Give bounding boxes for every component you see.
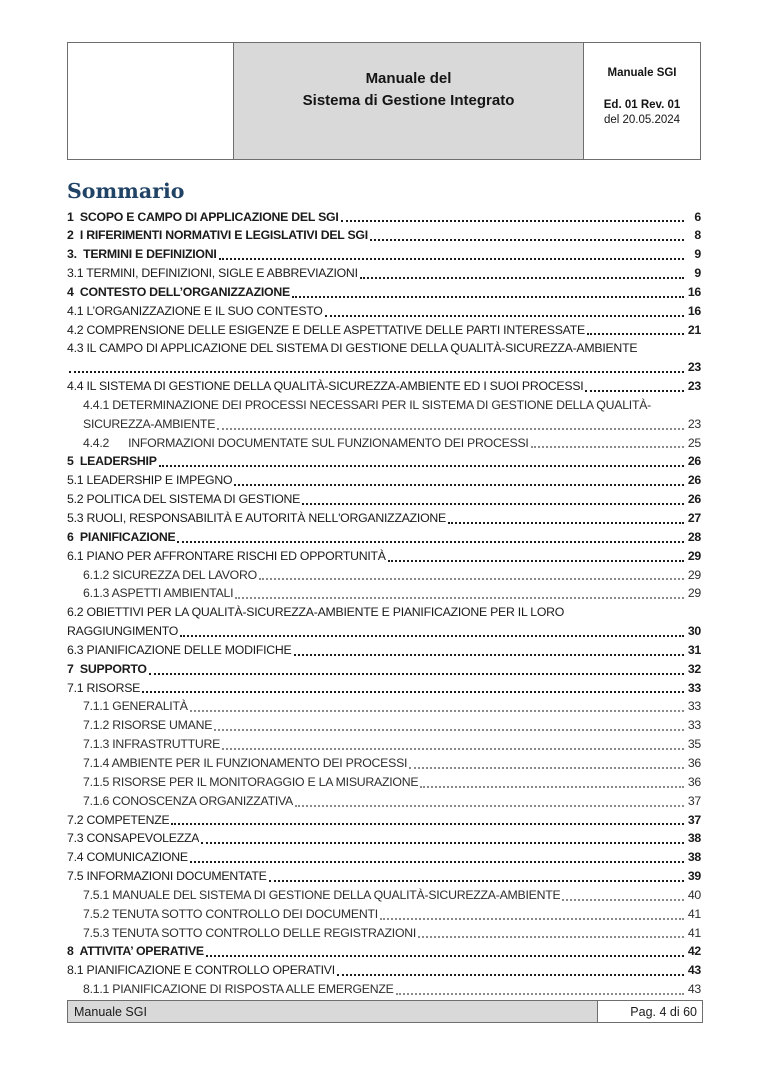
footer-page-number: Pag. 4 di 60 xyxy=(598,1001,702,1022)
toc-page-number: 36 xyxy=(687,774,701,789)
toc-entry-text: 4.4.1 DETERMINAZIONE DEI PROCESSI NECESSARI PER IL SISTEMA DI GESTIONE DELLA QUALITÀ- xyxy=(83,397,652,412)
toc-page-number: 30 xyxy=(687,624,701,639)
toc-leader-dots xyxy=(360,277,684,279)
toc-page-number: 37 xyxy=(687,793,701,808)
toc-page-number: 33 xyxy=(687,718,701,733)
toc-leader-dots xyxy=(325,315,684,317)
toc-page-number: 23 xyxy=(687,416,701,431)
toc-entry xyxy=(67,660,701,679)
toc-leader-dots xyxy=(259,578,684,580)
toc-entry xyxy=(67,321,701,340)
toc-leader-dots xyxy=(171,823,684,825)
toc-entry xyxy=(67,245,701,264)
toc-leader-dots xyxy=(177,541,684,543)
header-edition: Ed. 01 Rev. 01 xyxy=(603,99,681,111)
toc-entry-text: 7.5 INFORMAZIONI DOCUMENTATE xyxy=(67,869,267,884)
toc-entry xyxy=(67,358,701,377)
toc-entry-text: 4.3 IL CAMPO DI APPLICAZIONE DEL SISTEMA DI GESTIONE DELLA QUALITÀ-SICUREZZA-AMBIENTE xyxy=(67,341,638,356)
toc-leader-dots xyxy=(234,484,684,486)
toc-page-number: 38 xyxy=(687,850,701,865)
toc-leader-dots xyxy=(219,258,684,260)
toc-leader-dots xyxy=(295,805,684,807)
toc-entry xyxy=(67,792,701,811)
toc-leader-dots xyxy=(190,861,684,863)
toc-entry-text: 6.1 PIANO PER AFFRONTARE RISCHI ED OPPORTUNITÀ xyxy=(67,548,386,563)
toc-leader-dots xyxy=(217,428,684,430)
toc-entry xyxy=(67,603,701,622)
toc-entry-text: 3.1 TERMINI, DEFINIZIONI, SIGLE E ABBREVIAZIONI xyxy=(67,266,358,281)
toc-leader-dots xyxy=(448,522,684,524)
toc-entry xyxy=(67,716,701,735)
toc-entry xyxy=(67,697,701,716)
toc-entry-text: 7.5.1 MANUALE DEL SISTEMA DI GESTIONE DELLA QUALITÀ-SICUREZZA-AMBIENTE xyxy=(83,887,561,902)
header-doc-code: Manuale SGI xyxy=(607,67,677,79)
toc-page-number: 36 xyxy=(687,755,701,770)
toc-leader-dots xyxy=(159,465,684,467)
footer-table xyxy=(67,1000,703,1023)
toc-entry xyxy=(67,509,701,528)
toc-page-number: 6 xyxy=(694,209,701,224)
toc-entry xyxy=(67,924,701,943)
toc-entry-text: 2 I RIFERIMENTI NORMATIVI E LEGISLATIVI DEL SGI xyxy=(67,228,368,243)
toc-entry xyxy=(67,434,701,453)
toc-entry-text: 7.1.5 RISORSE PER IL MONITORAGGIO E LA MISURAZIONE xyxy=(83,774,419,789)
toc-heading: Sommario xyxy=(67,179,185,203)
toc-leader-dots xyxy=(269,880,684,882)
toc-entry-text: 5.2 POLITICA DEL SISTEMA DI GESTIONE xyxy=(67,492,301,507)
toc-entry-text: 6.1.3 ASPETTI AMBIENTALI xyxy=(83,586,234,601)
toc-page-number: 16 xyxy=(687,284,701,299)
toc-entry xyxy=(67,264,701,283)
toc-entry xyxy=(67,377,701,396)
toc-leader-dots xyxy=(69,371,684,373)
toc-leader-dots xyxy=(370,239,684,241)
toc-page-number: 33 xyxy=(687,680,701,695)
toc-entry-text: 4.2 COMPRENSIONE DELLE ESIGENZE E DELLE ASPETTATIVE DELLE PARTI INTERESSATE xyxy=(67,322,585,337)
toc-page-number: 29 xyxy=(687,586,701,601)
toc-page-number: 23 xyxy=(687,379,701,394)
toc-page-number: 37 xyxy=(687,812,701,827)
toc-entry-text: 6 PIANIFICAZIONE xyxy=(67,529,176,544)
toc-entry xyxy=(67,905,701,924)
toc-entry-text: 7.1 RISORSE xyxy=(67,680,141,695)
toc-entry xyxy=(67,829,701,848)
toc-entry xyxy=(67,622,701,641)
toc-leader-dots xyxy=(396,993,684,995)
toc-page-number: 25 xyxy=(687,435,701,450)
toc-entry xyxy=(67,283,701,302)
toc-entry-text: 7.5.2 TENUTA SOTTO CONTROLLO DEI DOCUMENTI xyxy=(83,906,378,921)
toc-entry-text: 8 ATTIVITA’ OPERATIVE xyxy=(67,944,204,959)
document-title-line1: Manuale del xyxy=(365,70,452,87)
toc-entry-text: 5.1 LEADERSHIP E IMPEGNO xyxy=(67,473,233,488)
toc-entry-text: 7.1.6 CONOSCENZA ORGANIZZATIVA xyxy=(83,793,294,808)
toc-entry xyxy=(67,942,701,961)
toc-page-number: 40 xyxy=(687,887,701,902)
toc-page-number: 39 xyxy=(687,869,701,884)
toc-leader-dots xyxy=(149,673,684,675)
header-table xyxy=(67,42,701,160)
toc-entry-text: 1 SCOPO E CAMPO DI APPLICAZIONE DEL SGI xyxy=(67,209,339,224)
toc-leader-dots xyxy=(142,691,684,693)
toc-page-number: 21 xyxy=(687,322,701,337)
toc-entry-text: 3. TERMINI E DEFINIZIONI xyxy=(67,247,217,262)
toc-entry xyxy=(67,396,701,415)
toc-entry-text: 7.1.1 GENERALITÀ xyxy=(83,699,188,714)
toc-entry xyxy=(67,679,701,698)
toc-leader-dots xyxy=(341,220,684,222)
toc-leader-dots xyxy=(388,560,684,562)
toc-entry-text: 4.4 IL SISTEMA DI GESTIONE DELLA QUALITÀ-SICUREZZA-AMBIENTE ED I SUOI PROCESSI xyxy=(67,379,584,394)
toc-page-number: 33 xyxy=(687,699,701,714)
toc-leader-dots xyxy=(418,936,684,938)
toc-leader-dots xyxy=(420,786,684,788)
toc-entry xyxy=(67,773,701,792)
toc-page-number: 43 xyxy=(687,963,701,978)
toc-page-number: 29 xyxy=(687,567,701,582)
toc-page-number: 43 xyxy=(687,982,701,997)
toc-entry xyxy=(67,641,701,660)
toc-leader-dots xyxy=(562,899,684,901)
toc-entry-text: SICUREZZA-AMBIENTE xyxy=(83,416,216,431)
toc-page-number: 41 xyxy=(687,906,701,921)
toc-page-number: 26 xyxy=(687,473,701,488)
toc-page-number: 32 xyxy=(687,661,701,676)
toc-entry xyxy=(67,848,701,867)
toc-entry-text: 5 LEADERSHIP xyxy=(67,454,157,469)
toc-entry xyxy=(67,811,701,830)
toc-entry xyxy=(67,528,701,547)
toc-entry-text: 4.1 L’ORGANIZZAZIONE E IL SUO CONTESTO xyxy=(67,303,323,318)
toc-page-number: 41 xyxy=(687,925,701,940)
footer-doc-code: Manuale SGI xyxy=(68,1001,598,1022)
toc-entry-text: 7.4 COMUNICAZIONE xyxy=(67,850,188,865)
toc-entry xyxy=(67,415,701,434)
toc-page-number: 31 xyxy=(687,642,701,657)
header-revision-cell xyxy=(584,43,700,159)
toc-entry-text: 7.1.3 INFRASTRUTTURE xyxy=(83,737,221,752)
toc-entry xyxy=(67,961,701,980)
toc-entry-text: 8.1.1 PIANIFICAZIONE DI RISPOSTA ALLE EMERGENZE xyxy=(83,982,394,997)
toc-page-number: 8 xyxy=(694,228,701,243)
toc-entry-text: 4.4.2 INFORMAZIONI DOCUMENTATE SUL FUNZIONAMENTO DEI PROCESSI xyxy=(83,435,529,450)
toc-entry-text: 6.1.2 SICUREZZA DEL LAVORO xyxy=(83,567,257,582)
toc-leader-dots xyxy=(292,296,684,298)
header-title-cell xyxy=(234,43,584,159)
toc-entry-text: 7 SUPPORTO xyxy=(67,661,147,676)
toc-entry-text: 4 CONTESTO DELL’ORGANIZZAZIONE xyxy=(67,284,290,299)
toc-entry xyxy=(67,980,701,999)
toc-leader-dots xyxy=(587,333,684,335)
toc-page-number: 9 xyxy=(694,247,701,262)
toc-entry-text: RAGGIUNGIMENTO xyxy=(67,624,179,639)
toc-leader-dots xyxy=(201,842,684,844)
toc-leader-dots xyxy=(380,918,684,920)
toc-entry-text: 8.1 PIANIFICAZIONE E CONTROLLO OPERATIVI xyxy=(67,963,335,978)
toc-leader-dots xyxy=(302,503,684,505)
toc-entry xyxy=(67,226,701,245)
header-logo-cell xyxy=(68,43,234,159)
toc-entry xyxy=(67,547,701,566)
toc-page-number: 27 xyxy=(687,511,701,525)
document-title-line2: Sistema di Gestione Integrato xyxy=(302,92,515,109)
toc-page-number: 26 xyxy=(687,492,701,507)
toc-leader-dots xyxy=(206,955,684,957)
toc-entry-text: 7.1.4 AMBIENTE PER IL FUNZIONAMENTO DEI PROCESSI xyxy=(83,755,408,770)
toc-entry xyxy=(67,452,701,471)
toc-entry xyxy=(67,584,701,603)
header-edition-date: del 20.05.2024 xyxy=(603,114,681,126)
toc-page-number: 29 xyxy=(687,548,701,563)
toc-entry xyxy=(67,566,701,585)
toc-entry xyxy=(67,886,701,905)
toc-entry xyxy=(67,735,701,754)
toc-page-number: 26 xyxy=(687,454,701,469)
toc-page-number: 35 xyxy=(687,737,701,752)
toc-entry-text: 7.1.2 RISORSE UMANE xyxy=(83,718,213,733)
toc-leader-dots xyxy=(585,390,684,392)
toc-list xyxy=(67,208,701,999)
toc-entry xyxy=(67,867,701,886)
toc-page-number: 28 xyxy=(687,529,701,544)
toc-page-number: 42 xyxy=(687,944,701,959)
toc-entry xyxy=(67,208,701,227)
toc-entry xyxy=(67,471,701,490)
toc-leader-dots xyxy=(235,597,684,599)
toc-page-number: 16 xyxy=(687,303,701,318)
toc-entry-text: 6.3 PIANIFICAZIONE DELLE MODIFICHE xyxy=(67,642,292,657)
toc-leader-dots xyxy=(180,635,684,637)
toc-leader-dots xyxy=(294,654,684,656)
toc-leader-dots xyxy=(409,767,684,769)
toc-entry-text: 7.3 CONSAPEVOLEZZA xyxy=(67,831,200,846)
toc-leader-dots xyxy=(190,710,684,712)
toc-leader-dots xyxy=(214,729,684,731)
toc-entry xyxy=(67,339,701,358)
toc-page-number: 9 xyxy=(694,266,701,281)
toc-entry xyxy=(67,302,701,321)
toc-leader-dots xyxy=(222,748,684,750)
toc-page-number: 23 xyxy=(687,360,701,375)
toc-leader-dots xyxy=(337,974,684,976)
toc-page-number: 38 xyxy=(687,831,701,846)
toc-entry-text: 7.2 COMPETENZE xyxy=(67,812,170,827)
toc-entry-text: 7.5.3 TENUTA SOTTO CONTROLLO DELLE REGISTRAZIONI xyxy=(83,925,417,940)
toc-leader-dots xyxy=(531,446,684,448)
toc-entry-text: 5.3 RUOLI, RESPONSABILITÀ E AUTORITÀ NELL'ORGANIZZAZIONE xyxy=(67,511,446,525)
toc-entry xyxy=(67,490,701,509)
toc-entry xyxy=(67,754,701,773)
toc-entry-text: 6.2 OBIETTIVI PER LA QUALITÀ-SICUREZZA-AMBIENTE E PIANIFICAZIONE PER IL LORO xyxy=(67,605,565,620)
